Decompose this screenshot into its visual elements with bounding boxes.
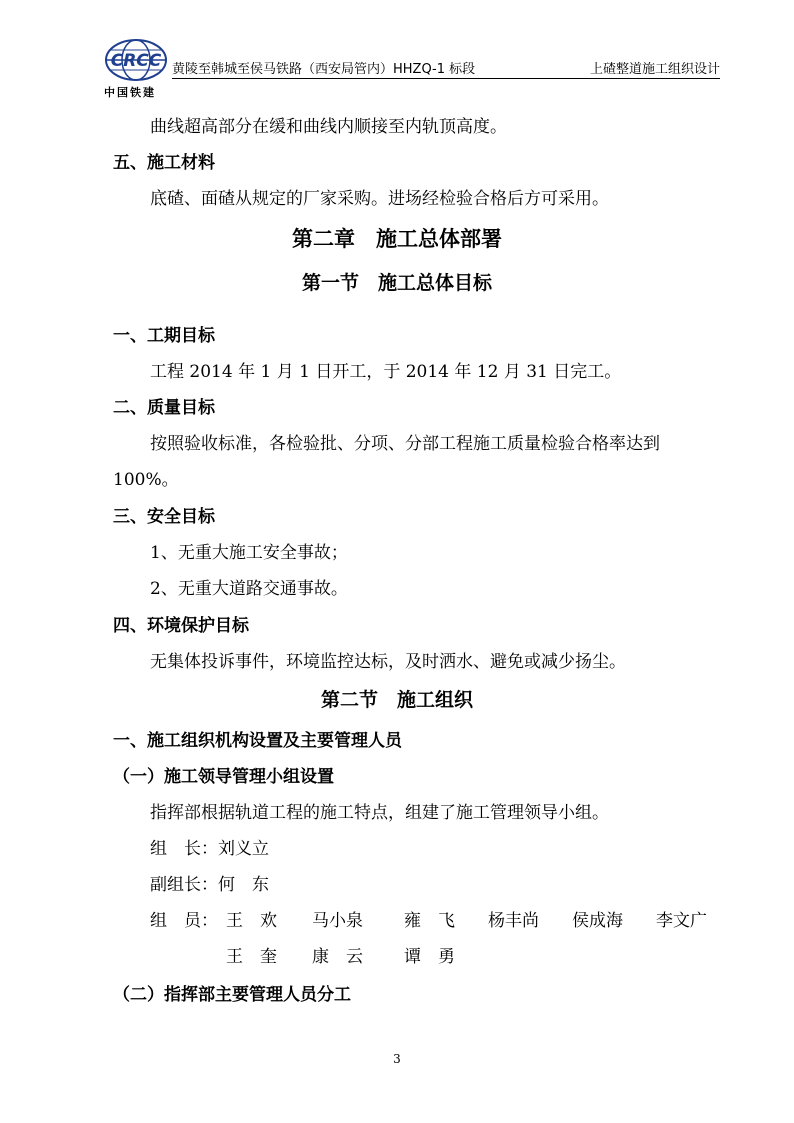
heading-schedule: 一、工期目标: [113, 326, 215, 346]
project-name: 黄陵至韩城至侯马铁路（西安局管内）HHZQ-1 标段: [172, 62, 476, 77]
heading-safety: 三、安全目标: [113, 507, 215, 527]
leader-label: 组 长：: [150, 839, 218, 859]
member-name: 康 云: [312, 947, 363, 967]
heading-quality: 二、质量目标: [113, 398, 215, 418]
member-name: 王 欢: [226, 911, 277, 931]
member-name: 王 奎: [226, 947, 277, 967]
members-label: 组 员：: [150, 911, 218, 931]
deputy-label: 副组长：: [150, 875, 218, 895]
header-divider: [172, 78, 720, 79]
chapter-title: 第二章 施工总体部署: [292, 227, 502, 251]
list-item: 2、无重大道路交通事故。: [150, 579, 348, 599]
member-name: 雍 飞: [404, 911, 455, 931]
heading-environment: 四、环境保护目标: [113, 616, 249, 636]
paragraph: 指挥部根据轨道工程的施工特点，组建了施工管理领导小组。: [150, 803, 609, 823]
section-title: 第一节 施工总体目标: [301, 272, 492, 294]
page-header: [100, 38, 720, 104]
member-name: 李文广: [656, 911, 707, 931]
member-name: 谭 勇: [404, 947, 455, 967]
leader-name: 刘义立: [218, 839, 269, 859]
paragraph: 底碴、面碴从规定的厂家采购。进场经检验合格后方可采用。: [150, 189, 609, 209]
list-item: 1、无重大施工安全事故；: [150, 543, 348, 563]
crcc-logo: [100, 38, 172, 98]
paragraph: 工程 2014 年 1 月 1 日开工，于 2014 年 12 月 31 日完工。: [150, 362, 622, 382]
page-number: 3: [393, 1052, 401, 1066]
leader-row: [150, 838, 269, 860]
deputy-name: 何 东: [218, 875, 269, 895]
paragraph: 曲线超高部分在缓和曲线内顺接至内轨顶高度。: [150, 117, 507, 137]
heading-organization: 一、施工组织机构设置及主要管理人员: [113, 731, 402, 751]
logo-caption: 中国铁建: [104, 86, 156, 99]
paragraph: 按照验收标准，各检验批、分项、分部工程施工质量检验合格率达到: [150, 434, 660, 454]
paragraph: 无集体投诉事件，环境监控达标，及时洒水、避免或减少扬尘。: [150, 652, 626, 672]
member-name: 侯成海: [572, 911, 623, 931]
heading-materials: 五、施工材料: [113, 153, 215, 173]
member-name: 马小泉: [312, 911, 363, 931]
document-title: 上碴整道施工组织设计: [589, 62, 720, 77]
subheading-responsibilities: （二）指挥部主要管理人员分工: [113, 985, 351, 1005]
deputy-row: [150, 874, 269, 896]
subheading-leadership: （一）施工领导管理小组设置: [113, 767, 334, 787]
section-title: 第二节 施工组织: [320, 689, 473, 711]
paragraph-continued: 100%。: [113, 470, 179, 490]
svg-text:CRCC: CRCC: [110, 51, 162, 71]
member-name: 杨丰尚: [488, 911, 539, 931]
